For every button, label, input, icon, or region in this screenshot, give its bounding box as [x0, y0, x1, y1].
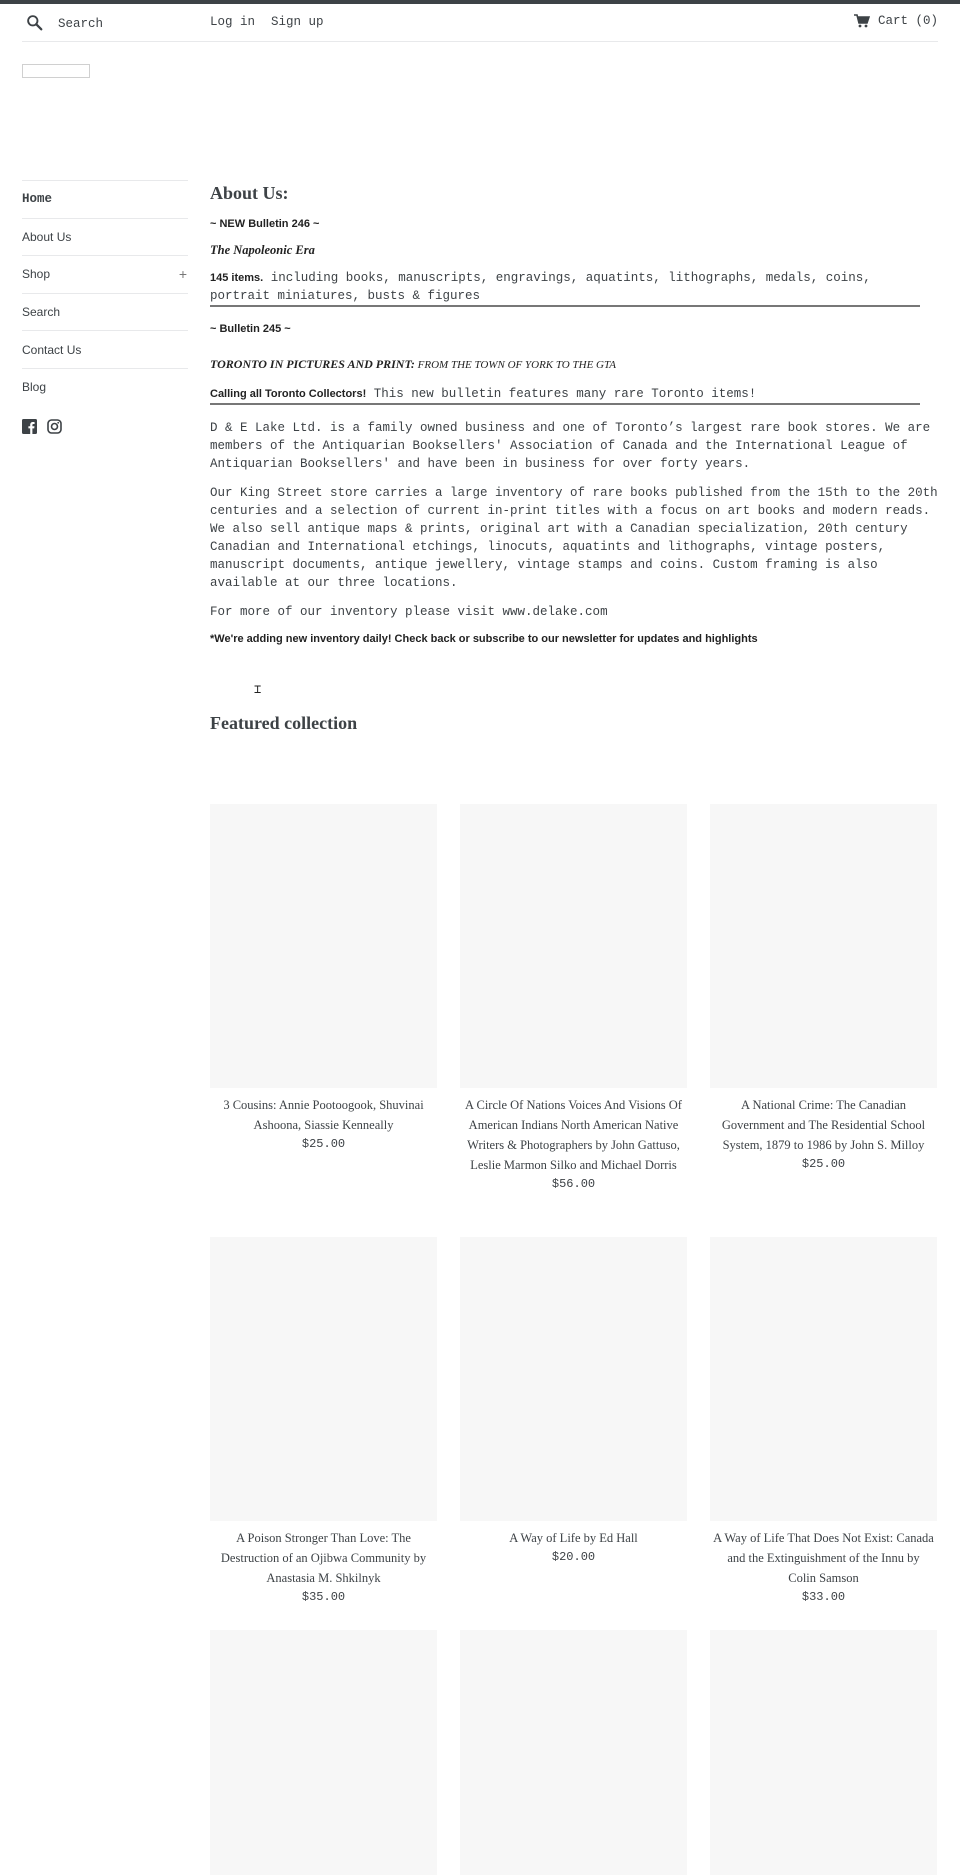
bulletin-245-description	[210, 385, 938, 403]
product-card[interactable]	[210, 1237, 437, 1606]
sidebar-item-label: Shop	[22, 267, 51, 282]
divider	[210, 305, 920, 307]
sidebar-item-label: Blog	[22, 380, 47, 395]
divider	[210, 403, 920, 405]
product-card[interactable]	[210, 1630, 437, 1875]
sidebar-item-search[interactable]	[22, 293, 188, 331]
facebook-icon[interactable]	[22, 419, 37, 434]
product-price: $20.00	[551, 1550, 596, 1564]
sidebar-item-shop[interactable]	[22, 255, 188, 293]
text-cursor-icon: ⌶	[254, 683, 262, 697]
product-image[interactable]	[210, 1237, 437, 1521]
about-paragraph: Our King Street store carries a large inventory of rare books published from the 15th to the 20th centuries and a selection of current in-print titles with a focus on art books and modern reads. We also sell antique maps & prints, original art with a Canadian specialization, 20th century Canadian and International etchings, linocuts, aquatints and lithographs, vintage posters, manuscript documents, antique jewellery, vintage stamps and coins. Custom framing is also available at our three locations.	[210, 486, 938, 590]
product-card[interactable]	[460, 1630, 687, 1875]
sidebar-item-contact-us[interactable]	[22, 330, 188, 368]
bulletin-246-title[interactable]: The Napoleonic Era	[210, 243, 315, 257]
product-image[interactable]	[710, 1630, 937, 1875]
product-card[interactable]	[710, 1237, 937, 1606]
product-price: $56.00	[551, 1177, 596, 1191]
site-logo[interactable]	[22, 64, 90, 78]
newsletter-note: *We're adding new inventory daily! Check back or subscribe to our newsletter for updates and highlights	[210, 633, 758, 645]
cart-label: Cart (0)	[877, 14, 938, 28]
bulletin-245-title-bold: TORONTO IN PICTURES AND PRINT:	[210, 357, 415, 371]
bulletin-245-subtitle: FROM THE TOWN OF YORK TO THE GTA	[414, 359, 616, 371]
bulletin-246-description	[210, 269, 938, 305]
bulletin-246-text: including books, manuscripts, engravings, aquatints, lithographs, medals, coins, portrait miniatures, busts & figures	[210, 271, 871, 303]
social-links	[22, 419, 188, 434]
product-price: $25.00	[801, 1157, 846, 1171]
product-title[interactable]: A Circle Of Nations Voices And Visions Of American Indians North American Native Writers & Photographers by John Gattuso, Leslie Marmon Silko and Michael Dorris	[465, 1098, 682, 1172]
cart-link[interactable]	[854, 14, 938, 28]
calling-collectors: Calling all Toronto Collectors!	[210, 388, 367, 400]
sidebar-nav	[22, 180, 188, 434]
signup-link[interactable]: Sign up	[271, 15, 324, 29]
bulletin-245-heading: ~ Bulletin 245 ~	[210, 323, 291, 335]
product-title[interactable]: A Poison Stronger Than Love: The Destruction of an Ojibwa Community by Anastasia M. Shkilnyk	[220, 1531, 427, 1585]
product-price: $33.00	[801, 1590, 846, 1604]
bulletin-246-heading: ~ NEW Bulletin 246 ~	[210, 218, 320, 230]
product-title[interactable]: 3 Cousins: Annie Pootoogook, Shuvinai Ashoona, Siassie Kenneally	[223, 1098, 424, 1132]
product-title[interactable]: A Way of Life That Does Not Exist: Canada and the Extinguishment of the Innu by Colin Samson	[713, 1531, 934, 1585]
featured-collection-heading: Featured collection	[210, 713, 358, 733]
about-paragraph: D & E Lake Ltd. is a family owned business and one of Toronto’s largest rare book stores. We are members of the Antiquarian Booksellers' Association of Canada and the International League of Antiquarian Booksellers' and have been in business for over forty years.	[210, 421, 931, 471]
inventory-link-text[interactable]: For more of our inventory please visit www.delake.com	[210, 605, 608, 619]
product-image[interactable]	[210, 1630, 437, 1875]
product-title[interactable]: A Way of Life by Ed Hall	[509, 1531, 638, 1545]
sidebar-item-label: About Us	[22, 229, 72, 244]
expand-icon[interactable]: +	[178, 266, 187, 283]
bulletin-246-count: 145 items.	[210, 272, 264, 284]
page-title: About Us:	[210, 183, 289, 203]
product-price: $25.00	[301, 1137, 346, 1151]
site-header	[22, 4, 938, 42]
cart-icon	[854, 14, 870, 28]
product-image[interactable]	[210, 804, 437, 1088]
product-image[interactable]	[710, 1237, 937, 1521]
search-input[interactable]	[58, 13, 208, 35]
sidebar-item-label: Contact Us	[22, 342, 82, 357]
product-card[interactable]	[710, 804, 937, 1173]
calling-text: This new bulletin features many rare Toronto items!	[366, 387, 757, 401]
product-card[interactable]	[460, 804, 687, 1193]
product-image[interactable]	[460, 1630, 687, 1875]
sidebar-item-home[interactable]	[22, 180, 188, 218]
instagram-icon[interactable]	[47, 419, 62, 434]
product-image[interactable]	[460, 1237, 687, 1521]
product-price: $35.00	[301, 1590, 346, 1604]
bulletin-245-title[interactable]	[210, 357, 938, 372]
sidebar-item-label: Search	[22, 305, 61, 320]
product-image[interactable]	[460, 804, 687, 1088]
product-image[interactable]	[710, 804, 937, 1088]
product-card[interactable]	[210, 804, 437, 1153]
login-link[interactable]: Log in	[210, 15, 256, 29]
product-card[interactable]	[460, 1237, 687, 1566]
sidebar-item-label: Home	[22, 192, 53, 207]
product-title[interactable]: A National Crime: The Canadian Government and The Residential School System, 1879 to 1986 by John S. Milloy	[721, 1098, 926, 1152]
search-icon[interactable]	[26, 14, 43, 31]
sidebar-item-blog[interactable]	[22, 368, 188, 406]
main-content	[210, 180, 938, 734]
product-card[interactable]	[710, 1630, 937, 1875]
sidebar-item-about-us[interactable]	[22, 218, 188, 256]
